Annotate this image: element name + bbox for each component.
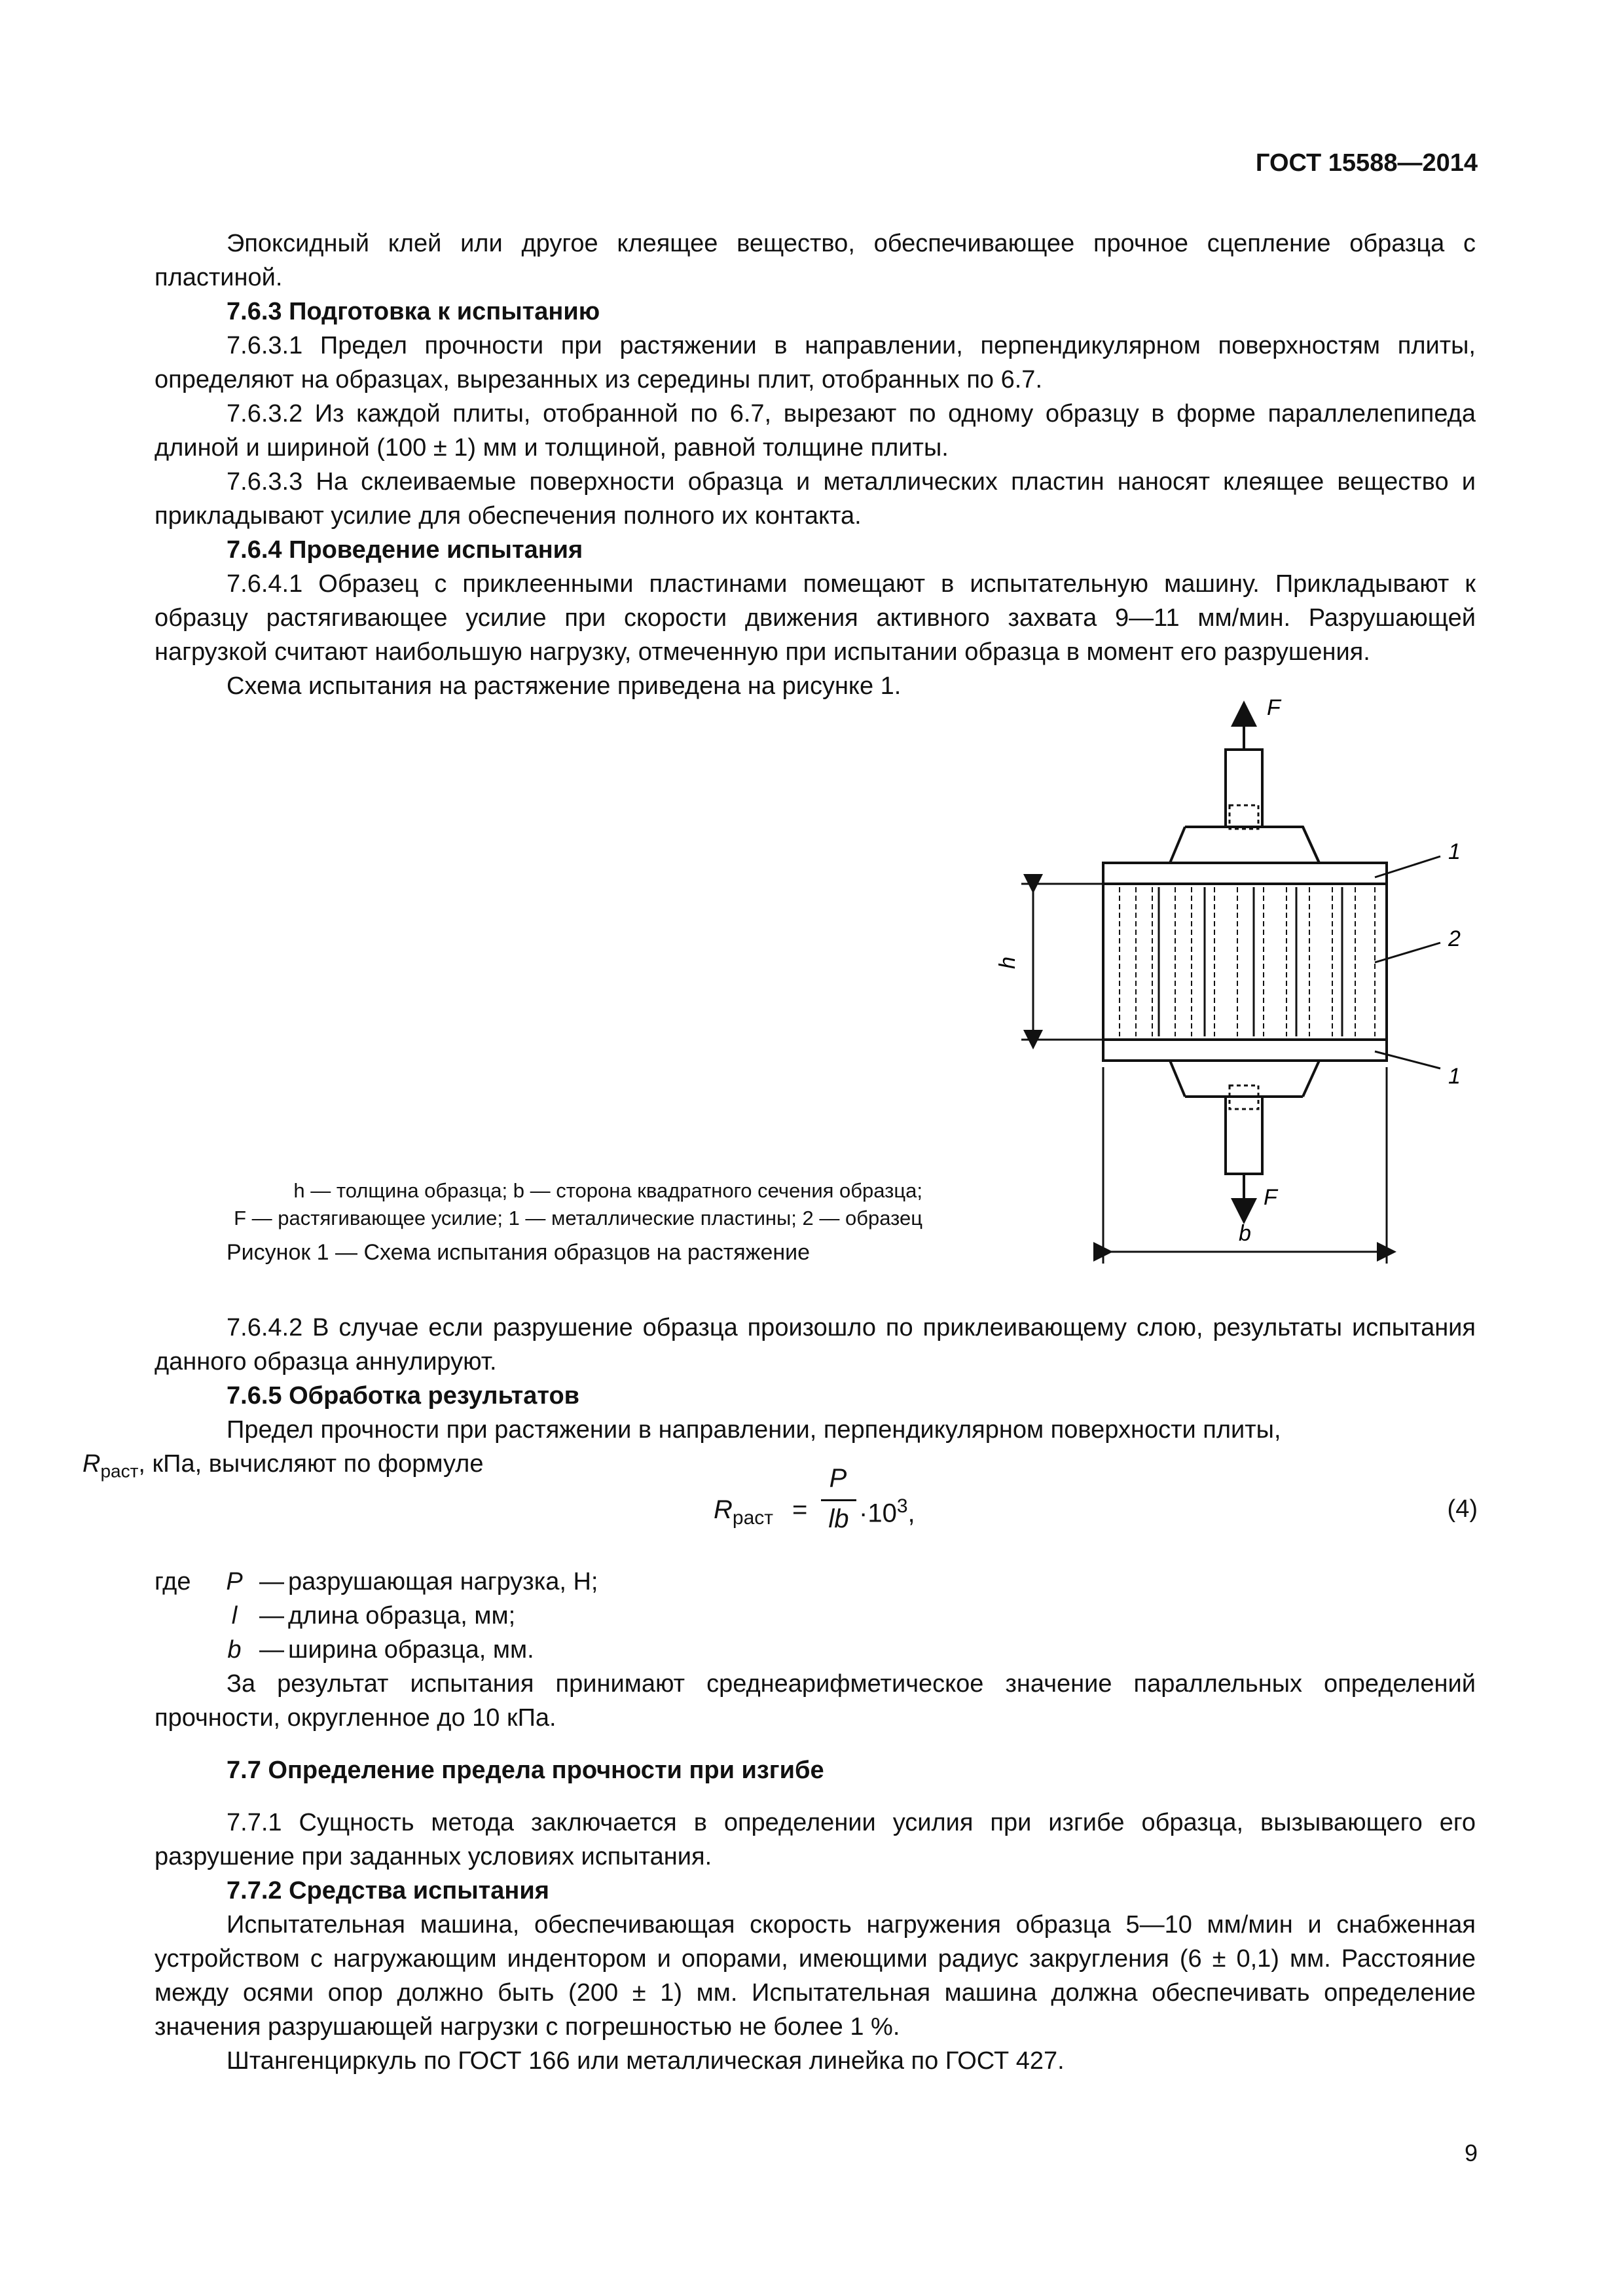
figure-legend-line-1: h — толщина образца; b — сторона квадратного сечения образца; bbox=[293, 1179, 922, 1202]
formula-lhs: R bbox=[714, 1495, 733, 1524]
where-symbol-l: l bbox=[231, 1602, 238, 1630]
paragraph-scheme-ref: Схема испытания на растяжение приведена на рисунке 1. bbox=[227, 672, 902, 700]
paragraph-7-7-1: 7.7.1 Сущность метода заключается в определении усилия при изгибе образца, вызывающего его разрушение при заданных условиях испытания. bbox=[155, 1809, 1476, 1870]
fraction-bar bbox=[821, 1499, 856, 1501]
top-metal-plate bbox=[1103, 863, 1387, 884]
figure-caption: Рисунок 1 — Схема испытания образцов на растяжение bbox=[227, 1240, 811, 1265]
paragraph-7-6-4-2: 7.6.4.2 В случае если разрушение образца произошло по приклеивающему слою, результаты испытания данного образца аннулируют. bbox=[155, 1314, 1476, 1376]
paragraph-7-7-2-machine: Испытательная машина, обеспечивающая скорость нагружения образца 5—10 мм/мин и снабженная устройством с нагружающим индентором и опорами, имеющими радиус закругления (6 ± 0,1) мм. Расстояние между осями опор должно быть (200 ± 1) мм. Испытательная машина должна обеспечивать определение значения разрушающей нагрузки с погрешностью не более 1 %. bbox=[155, 1911, 1476, 2041]
section-7-6-3-heading: 7.6.3 Подготовка к испытанию bbox=[227, 298, 600, 325]
leader-2 bbox=[1375, 943, 1440, 962]
equation-number: (4) bbox=[1447, 1495, 1478, 1523]
formula-exponent: 3 bbox=[896, 1495, 908, 1517]
symbol-r-subscript: раст bbox=[100, 1461, 139, 1482]
where-intro: где bbox=[155, 1568, 191, 1595]
formula-tail: , bbox=[907, 1499, 915, 1528]
intro-text: Предел прочности при растяжении в направлении, перпендикулярном поверхности плиты, bbox=[227, 1416, 1281, 1444]
where-desc-b: ширина образца, мм. bbox=[288, 1636, 534, 1664]
top-grip-rod bbox=[1226, 750, 1262, 827]
paragraph-result: За результат испытания принимают среднеарифметическое значение параллельных определений прочности, округленное до 10 кПа. bbox=[155, 1670, 1476, 1732]
tension-test-figure bbox=[956, 687, 1506, 1277]
paragraph-7-6-4-1: 7.6.4.1 Образец с приклеенными пластинами помещают в испытательную машину. Прикладывают к образцу растягивающее усилие при скорости движения активного захвата 9—11 мм/мин. Разрушающей нагрузкой считают наибольшую нагрузку, отмеченную при испытании образца в момент его разрушения. bbox=[155, 570, 1476, 666]
top-grip bbox=[1170, 827, 1322, 863]
label-f-bottom: F bbox=[1264, 1185, 1277, 1210]
label-1-bottom: 1 bbox=[1448, 1064, 1461, 1089]
label-f-top: F bbox=[1267, 695, 1281, 720]
bottom-metal-plate bbox=[1103, 1040, 1387, 1061]
paragraph-7-7-2-caliper: Штангенциркуль по ГОСТ 166 или металлическая линейка по ГОСТ 427. bbox=[227, 2047, 1065, 2075]
paragraph-adhesive: Эпоксидный клей или другое клеящее вещество, обеспечивающее прочное сцепление образца с пластиной. bbox=[155, 230, 1476, 291]
symbol-r: R bbox=[82, 1450, 101, 1478]
formula-lhs-subscript: раст bbox=[732, 1507, 773, 1529]
paragraph-7-6-5-intro bbox=[82, 1413, 1476, 1489]
paragraph-7-6-3-1: 7.6.3.1 Предел прочности при растяжении в направлении, перпендикулярном поверхностям плиты, определяют на образцах, вырезанных из середины плит, отобранных по 6.7. bbox=[155, 332, 1476, 393]
section-7-6-5-heading: 7.6.5 Обработка результатов bbox=[227, 1382, 580, 1410]
page-number: 9 bbox=[1464, 2140, 1478, 2166]
document-header: ГОСТ 15588—2014 bbox=[1255, 149, 1478, 177]
section-7-7-heading: 7.7 Определение предела прочности при изгибе bbox=[227, 1757, 824, 1784]
formula-denominator: lb bbox=[828, 1504, 849, 1533]
where-dash-p: — bbox=[259, 1568, 284, 1595]
section-7-6-4-heading: 7.6.4 Проведение испытания bbox=[227, 536, 583, 564]
paragraph-7-6-3-2: 7.6.3.2 Из каждой плиты, отобранной по 6.7, вырезают по одному образцу в форме параллелепипеда длиной и шириной (100 ± 1) мм и толщиной, равной толщине плиты. bbox=[155, 400, 1476, 462]
figure-legend-line-2: F — растягивающее усилие; 1 — металлические пластины; 2 — образец bbox=[234, 1207, 922, 1230]
specimen bbox=[1103, 884, 1387, 1040]
intro-tail: , кПа, вычисляют по формуле bbox=[138, 1450, 484, 1478]
where-symbol-b: b bbox=[227, 1636, 242, 1664]
label-1-top: 1 bbox=[1448, 839, 1461, 864]
where-desc-p: разрушающая нагрузка, Н; bbox=[288, 1568, 598, 1595]
leader-1-top bbox=[1375, 856, 1440, 877]
label-b: b bbox=[1239, 1221, 1251, 1246]
where-dash-l: — bbox=[259, 1602, 284, 1630]
label-2: 2 bbox=[1448, 926, 1461, 951]
where-desc-l: длина образца, мм; bbox=[288, 1602, 516, 1630]
label-h: h bbox=[995, 957, 1020, 969]
formula-equals: = bbox=[792, 1495, 808, 1524]
formula-numerator: P bbox=[829, 1464, 847, 1493]
formula-multiplier: ·10 bbox=[859, 1499, 897, 1528]
paragraph-7-6-3-3: 7.6.3.3 На склеиваемые поверхности образца и металлических пластин наносят клеящее вещество и прикладывают усилие для обеспечения полного их контакта. bbox=[155, 468, 1476, 530]
section-7-7-2-heading: 7.7.2 Средства испытания bbox=[227, 1877, 549, 1904]
where-symbol-p: P bbox=[226, 1568, 243, 1595]
where-dash-b: — bbox=[259, 1636, 284, 1664]
